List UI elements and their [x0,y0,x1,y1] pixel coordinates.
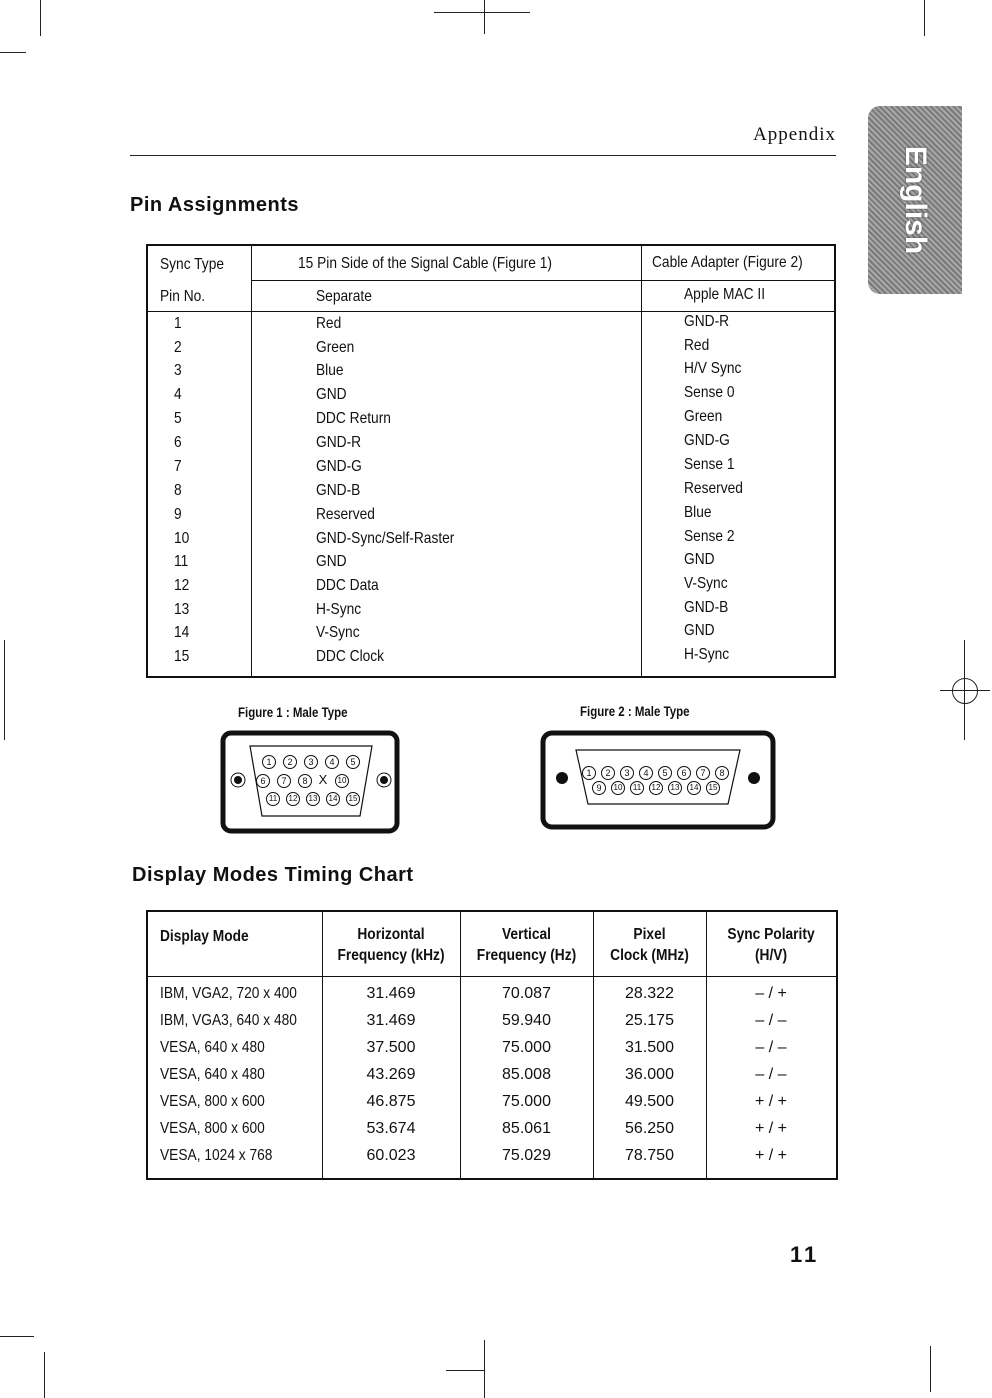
pixel-clock: 56.250 [625,1120,674,1137]
crop-mark [0,52,26,53]
crop-mark [924,0,925,36]
pin-label: 10 [611,781,625,795]
pin-label: 6 [677,766,691,780]
pin-label: 13 [306,792,320,806]
mode-name: VESA, 800 x 600 [160,1120,265,1137]
vertical-frequency: 85.061 [502,1120,551,1137]
pin-number: 9 [174,506,182,523]
sync-polarity: + / + [754,1093,788,1110]
table-divider [251,280,836,281]
horizontal-frequency: 53.674 [366,1120,416,1137]
header-apple-mac: Apple MAC II [684,286,766,303]
pin-number: 14 [174,624,190,641]
table-divider [148,311,836,312]
horizontal-frequency: 43.269 [366,1066,416,1083]
header-display-mode: Display Mode [160,928,249,945]
crop-mark [4,640,5,740]
sync-polarity: + / + [754,1147,788,1164]
pin-separate: DDC Data [316,577,379,594]
pin-apple: Sense 1 [684,456,735,473]
horizontal-frequency: 31.469 [366,985,416,1002]
crop-mark [0,1336,34,1337]
pin-separate: GND-B [316,482,361,499]
pin-number: 15 [174,648,190,665]
pin-separate: V-Sync [316,624,360,641]
language-tab-label: English [899,145,932,255]
pin-label: 3 [304,755,318,769]
pin-separate: DDC Clock [316,648,385,665]
pin-number: 13 [174,601,190,618]
horizontal-frequency: 31.469 [366,1012,416,1029]
pin-number: 1 [174,315,182,332]
pin-label: 6 [256,774,270,788]
pin-label: 3 [620,766,634,780]
pin-number: 2 [174,339,182,356]
page-number: 11 [790,1242,820,1267]
header-separate: Separate [316,288,372,305]
pin-label: 15 [346,792,360,806]
mode-name: VESA, 640 x 480 [160,1039,265,1056]
pin-apple: Reserved [684,480,743,497]
pin-separate: GND-Sync/Self-Raster [316,530,455,547]
pin-label: 5 [346,755,360,769]
pin-label: 12 [649,781,663,795]
pin-number: 7 [174,458,182,475]
pin-apple: GND-G [684,432,730,449]
header-rule [130,155,836,156]
pin-label: 4 [639,766,653,780]
section-title: Pin Assignments [130,194,300,216]
horizontal-frequency: 60.023 [366,1147,416,1164]
pin-separate: Red [316,315,342,332]
pin-apple: GND [684,622,715,639]
pin-separate: DDC Return [316,410,391,427]
header-sync-type: Sync Type [160,256,225,273]
pin-label-x: X [318,772,328,787]
pin-label: 5 [658,766,672,780]
pin-label: 11 [266,792,280,806]
pin-label: 12 [286,792,300,806]
mode-name: VESA, 800 x 600 [160,1093,265,1110]
pin-separate: Blue [316,362,344,379]
horizontal-frequency: 46.875 [366,1093,416,1110]
pin-apple: V-Sync [684,575,728,592]
pin-apple: GND-R [684,313,730,330]
sync-polarity: – / + [755,985,787,1002]
crop-mark [446,1370,484,1371]
pin-label: 1 [582,766,596,780]
pin-separate: H-Sync [316,601,362,618]
pin-label: 8 [715,766,729,780]
header-pin-no: Pin No. [160,288,206,305]
figure-2-caption: Figure 2 : Male Type [580,703,690,719]
crop-mark [484,0,485,34]
pin-separate: GND-R [316,434,362,451]
pin-label: 1 [262,755,276,769]
vertical-frequency: 75.000 [502,1039,551,1056]
pin-label: 10 [335,774,349,788]
pixel-clock: 25.175 [625,1012,674,1029]
pixel-clock: 36.000 [625,1066,674,1083]
pin-separate: GND-G [316,458,362,475]
pin-apple: H/V Sync [684,360,742,377]
vertical-frequency: 70.087 [502,985,551,1002]
crop-mark [40,0,41,36]
pin-apple: Red [684,337,710,354]
pin-label: 13 [668,781,682,795]
pin-label: 4 [325,755,339,769]
pin-label: 2 [601,766,615,780]
mode-name: IBM, VGA2, 720 x 400 [160,985,297,1002]
pin-label: 9 [592,781,606,795]
pin-number: 11 [174,553,189,570]
mode-name: IBM, VGA3, 640 x 480 [160,1012,297,1029]
pin-label: 11 [630,781,644,795]
running-header: Appendix [753,124,836,145]
sync-polarity: – / – [755,1012,787,1029]
pin-label: 7 [277,774,291,788]
pin-label: 2 [283,755,297,769]
pin-number: 5 [174,410,182,427]
figure-1-caption: Figure 1 : Male Type [238,704,348,720]
crop-mark [930,1346,931,1392]
pin-apple: Sense 2 [684,528,735,545]
sync-polarity: – / – [755,1066,787,1083]
pixel-clock: 31.500 [625,1039,674,1056]
apple-connector-figure-2 [540,730,776,830]
table-divider [148,976,836,977]
vertical-frequency: 75.000 [502,1093,551,1110]
pin-separate: Green [316,339,355,356]
pin-apple: GND [684,551,715,568]
pin-number: 4 [174,386,182,403]
pixel-clock: 28.322 [625,985,674,1002]
pin-apple: Sense 0 [684,384,735,401]
pin-number: 8 [174,482,182,499]
pin-number: 10 [174,530,190,547]
pin-apple: Green [684,408,723,425]
crop-mark [434,12,530,13]
pixel-clock: 78.750 [625,1147,674,1164]
pixel-clock: 49.500 [625,1093,674,1110]
sync-polarity: – / – [755,1039,787,1056]
pin-number: 3 [174,362,182,379]
mode-name: VESA, 1024 x 768 [160,1147,273,1164]
pin-number: 6 [174,434,182,451]
pin-separate: Reserved [316,506,375,523]
pin-apple: Blue [684,504,712,521]
horizontal-frequency: 37.500 [366,1039,416,1056]
pin-label: 14 [687,781,701,795]
vertical-frequency: 75.029 [502,1147,551,1164]
vertical-frequency: 85.008 [502,1066,551,1083]
pin-number: 12 [174,577,190,594]
pin-label: 15 [706,781,720,795]
header-cable-adapter: Cable Adapter (Figure 2) [652,254,803,271]
pin-label: 7 [696,766,710,780]
pin-separate: GND [316,553,347,570]
sync-polarity: + / + [754,1120,788,1137]
registration-target-icon [952,678,978,704]
crop-mark [484,1340,485,1398]
crop-mark [44,1352,45,1398]
pin-label: 14 [326,792,340,806]
pin-apple: H-Sync [684,646,730,663]
pin-label: 8 [298,774,312,788]
header-signal-cable: 15 Pin Side of the Signal Cable (Figure 1) [298,255,552,272]
section-title: Display Modes Timing Chart [132,864,414,886]
vertical-frequency: 59.940 [502,1012,551,1029]
mode-name: VESA, 640 x 480 [160,1066,265,1083]
pin-apple: GND-B [684,599,729,616]
pin-separate: GND [316,386,347,403]
